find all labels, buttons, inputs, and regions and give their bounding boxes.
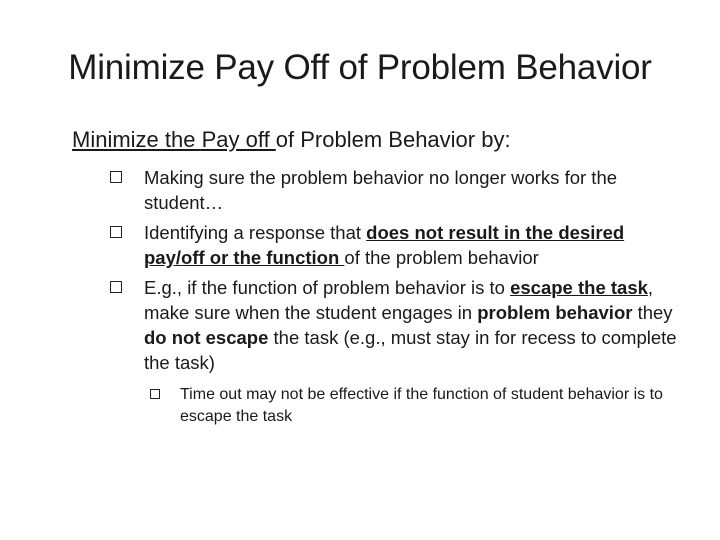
bullet-list bbox=[72, 165, 682, 428]
emphasis-text: do not escape bbox=[144, 327, 269, 348]
bullet-text-part: E.g., if the function of problem behavior is to bbox=[144, 277, 511, 298]
list-item bbox=[180, 384, 682, 428]
checkbox-bullet-icon bbox=[110, 226, 122, 238]
slide-content bbox=[72, 125, 682, 433]
bullet-text-part: of the problem behavior bbox=[344, 247, 539, 268]
list-item bbox=[144, 165, 682, 215]
lead-underlined: Minimize the Pay off bbox=[72, 127, 276, 152]
list-item bbox=[144, 275, 682, 428]
bullet-text-part: , make sure when the student engages in bbox=[144, 277, 654, 323]
emphasis-text: escape the task bbox=[510, 277, 648, 298]
bullet-text-part: they bbox=[632, 302, 673, 323]
bullet-text: Making sure the problem behavior no longer works for the student… bbox=[144, 167, 618, 213]
bullet-text-part: Identifying a response that bbox=[144, 222, 367, 243]
list-item bbox=[144, 220, 682, 270]
sub-bullet-text: Time out may not be effective if the function of student behavior is to escape the task bbox=[180, 386, 663, 425]
sub-bullet-list bbox=[144, 384, 682, 428]
bullet-text-part: the task (e.g., must stay in for recess to complete the task) bbox=[144, 327, 677, 373]
emphasis-text: problem behavior bbox=[477, 302, 633, 323]
checkbox-bullet-icon bbox=[110, 281, 122, 293]
lead-text bbox=[72, 125, 682, 155]
lead-rest: of Problem Behavior by: bbox=[275, 127, 511, 152]
emphasis-text: does not result in the desired pay/off or the function bbox=[144, 222, 625, 268]
slide-title: Minimize Pay Off of Problem Behavior bbox=[68, 48, 652, 87]
checkbox-bullet-icon bbox=[150, 389, 160, 399]
checkbox-bullet-icon bbox=[110, 171, 122, 183]
